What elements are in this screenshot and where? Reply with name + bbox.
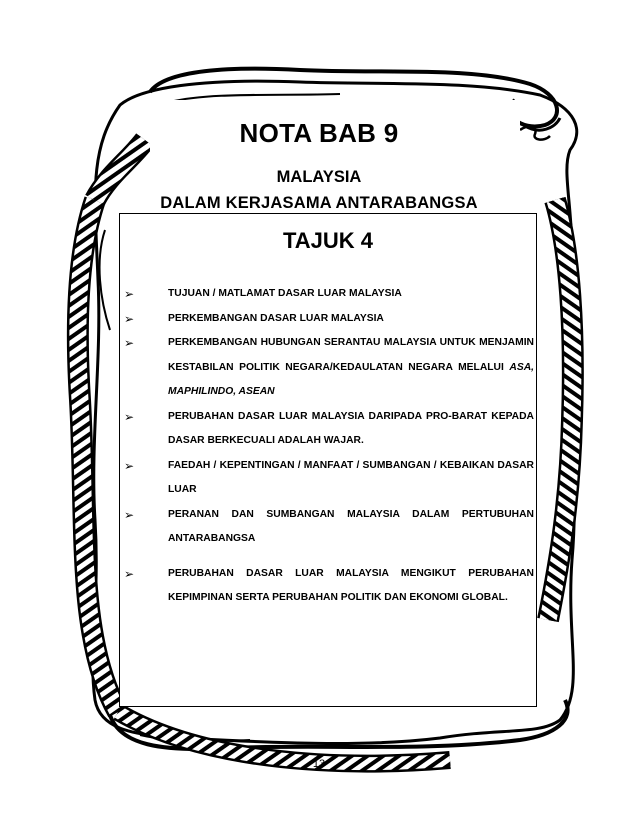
list-item-text: TUJUAN / MATLAMAT DASAR LUAR MALAYSIA: [168, 288, 402, 299]
arrow-bullet-icon: ➢: [124, 566, 135, 581]
list-item: [124, 331, 534, 405]
list-item: [124, 405, 534, 454]
list-item-text: PERKEMBANGAN HUBUNGAN SERANTAU MALAYSIA UNTUK MENJAMIN KESTABILAN POLITIK NEGARA/KEDAULATAN NEGARA MELALUI: [168, 337, 534, 373]
list-item: [124, 503, 534, 552]
topic-heading: TAJUK 4: [282, 228, 374, 253]
list-item-italic-text: ASA, MAPHILINDO, ASEAN: [168, 361, 534, 397]
arrow-bullet-icon: ➢: [124, 336, 135, 350]
topic-list: [124, 282, 534, 611]
arrow-bullet-icon: ➢: [124, 311, 135, 326]
arrow-bullet-icon: ➢: [124, 287, 135, 301]
list-item: [124, 282, 534, 307]
topic-box: [119, 213, 537, 707]
list-item-text: PERUBAHAN DASAR LUAR MALAYSIA MENGIKUT PERUBAHAN KEPIMPINAN SERTA PERUBAHAN POLITIK DAN EKONOMI GLOBAL.: [168, 567, 534, 603]
arrow-bullet-icon: ➢: [124, 409, 135, 424]
list-item-text: FAEDAH / KEPENTINGAN / MANFAAT / SUMBANGAN / KEBAIKAN DASAR LUAR: [168, 459, 534, 495]
arrow-bullet-icon: ➢: [124, 458, 135, 473]
list-item: [124, 307, 534, 332]
arrow-bullet-icon: ➢: [124, 507, 135, 522]
list-item-text: PERANAN DAN SUMBANGAN MALAYSIA DALAM PERTUBUHAN ANTARABANGSA: [168, 508, 534, 544]
subtitle-line-2: DALAM KERJASAMA ANTARABANGSA: [160, 194, 478, 212]
page-title: NOTA BAB 9: [239, 118, 399, 148]
list-item: [124, 562, 534, 611]
list-item: [124, 454, 534, 503]
subtitle-line-1: MALAYSIA: [276, 168, 362, 186]
list-item-text: PERKEMBANGAN DASAR LUAR MALAYSIA: [168, 312, 384, 324]
list-item-text: PERUBAHAN DASAR LUAR MALAYSIA DARIPADA PRO-BARAT KEPADA DASAR BERKECUALI ADALAH WAJAR.: [168, 410, 534, 446]
page-number: 13: [312, 758, 326, 770]
